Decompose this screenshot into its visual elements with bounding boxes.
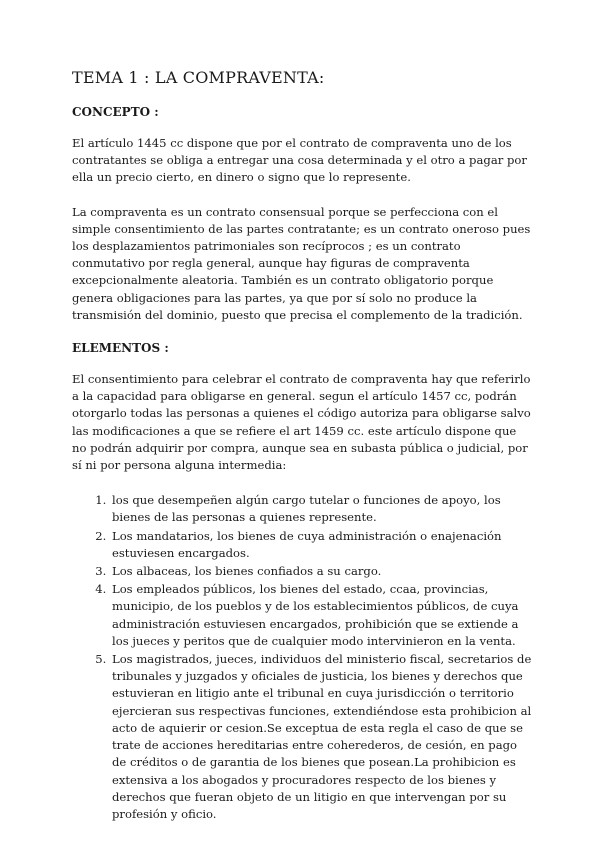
document-page [72, 68, 532, 824]
paragraph-concepto-1: El artículo 1445 cc dispone que por el contrato de compraventa uno de los contratantes se obliga a entregar una cosa determinada y el otro a pagar por ella un precio cierto, en dinero o signo que lo represente. [72, 136, 527, 185]
list-item: 3. Los albaceas, los bienes confiados a su cargo. [110, 563, 532, 580]
section-heading-elementos: ELEMENTOS : [72, 341, 169, 356]
section-heading-concepto: CONCEPTO : [72, 105, 159, 119]
list-item: 1. los que desempeñen algún cargo tutelar o funciones de apoyo, los bienes de las personas a quienes represente. [110, 492, 532, 526]
list-item: 5. Los magistrados, jueces, individuos del ministerio fiscal, secretarios de tribunales y juzgados y oficiales de justicia, los bienes y derechos que estuvieran en litigio ante el tribunal en cuya jurisdicción o territorio ejercieran sus respectivas funciones, extendiéndose esta prohibicion al acto de aquierir or cesion.Se exceptua de esta regla el caso de que se trate de acciones hereditarias entre coherederos, de cesión, en pago de créditos o de garantia de los bienes que posean.La prohibicion es extensiva a los abogados y procuradores respecto de los bienes y derechos que fueran objeto de un litigio en que intervengan por su profesión y oficio. [110, 651, 532, 823]
paragraph-elementos-1: El consentimiento para celebrar el contrato de compraventa hay que referirlo a la capacidad para obligarse en general. segun el artículo 1457 cc, podrán otorgarlo todas las personas a quienes el código autoriza para obligarse salvo las modificaciones a que se refiere el art 1459 cc. este artículo dispone que no podrán adquirir por compra, aunque sea en subasta pública o judicial, por sí ni por persona alguna intermedia: [72, 372, 531, 473]
list-item: 2. Los mandatarios, los bienes de cuya administración o enajenación estuviesen encargados. [110, 528, 532, 562]
list-item: 4. Los empleados públicos, los bienes del estado, ccaa, provincias, municipio, de los pueblos y de los establecimientos públicos, de cuya administración estuviesen encargados, prohibición que se extiende a los jueces y peritos que de cualquier modo intervinieron en la venta. [110, 581, 532, 650]
prohibition-list [72, 492, 532, 823]
page-title: TEMA 1 : LA COMPRAVENTA: [72, 68, 325, 87]
paragraph-concepto-2: La compraventa es un contrato consensual porque se perfecciona con el simple consentimiento de las partes contratante; es un contrato oneroso pues los desplazamientos patrimoniales son recíprocos ; es un contrato conmutativo por regla general, aunque hay figuras de compraventa excepcionalmente aleatoria. También es un contrato obligatorio porque genera obligaciones para las partes, ya que por sí solo no produce la transmisión del dominio, puesto que precisa el complemento de la tradición. [72, 204, 531, 322]
